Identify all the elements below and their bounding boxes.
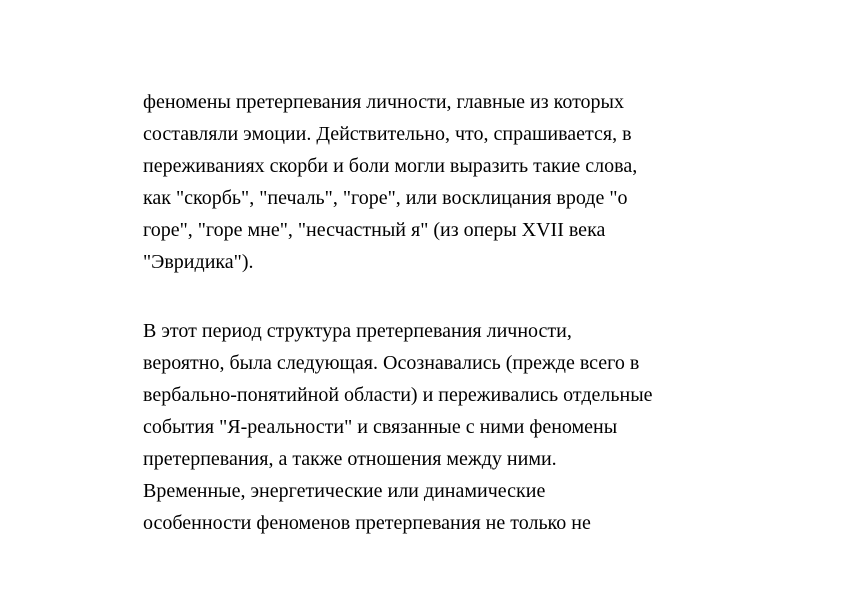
text-line: составляли эмоции. Действительно, что, спрашивается, в [143, 123, 632, 145]
text-line: особенности феноменов претерпевания не только не [143, 512, 591, 534]
text-line: вербально-понятийной области) и переживались отдельные [143, 384, 653, 406]
text-line: события "Я-реальности" и связанные с ними феномены [143, 416, 618, 438]
text-line: феномены претерпевания личности, главные из которых [143, 91, 624, 113]
text-line: В этот период структура претерпевания личности, [143, 320, 572, 342]
paragraph-1 [143, 86, 723, 278]
text-line: вероятно, была следующая. Осознавались (прежде всего в [143, 352, 640, 374]
text-line: как "скорбь", "печаль", "горе", или восклицания вроде "о [143, 187, 628, 209]
text-line: претерпевания, а также отношения между ними. [143, 448, 557, 470]
paragraph-2 [143, 315, 723, 539]
text-line: "Эвридика"). [143, 251, 254, 273]
text-line: Временные, энергетические или динамические [143, 480, 546, 502]
text-line: переживаниях скорби и боли могли выразить такие слова, [143, 155, 638, 177]
text-line: горе", "горе мне", "несчастный я" (из оперы XVII века [143, 219, 606, 241]
